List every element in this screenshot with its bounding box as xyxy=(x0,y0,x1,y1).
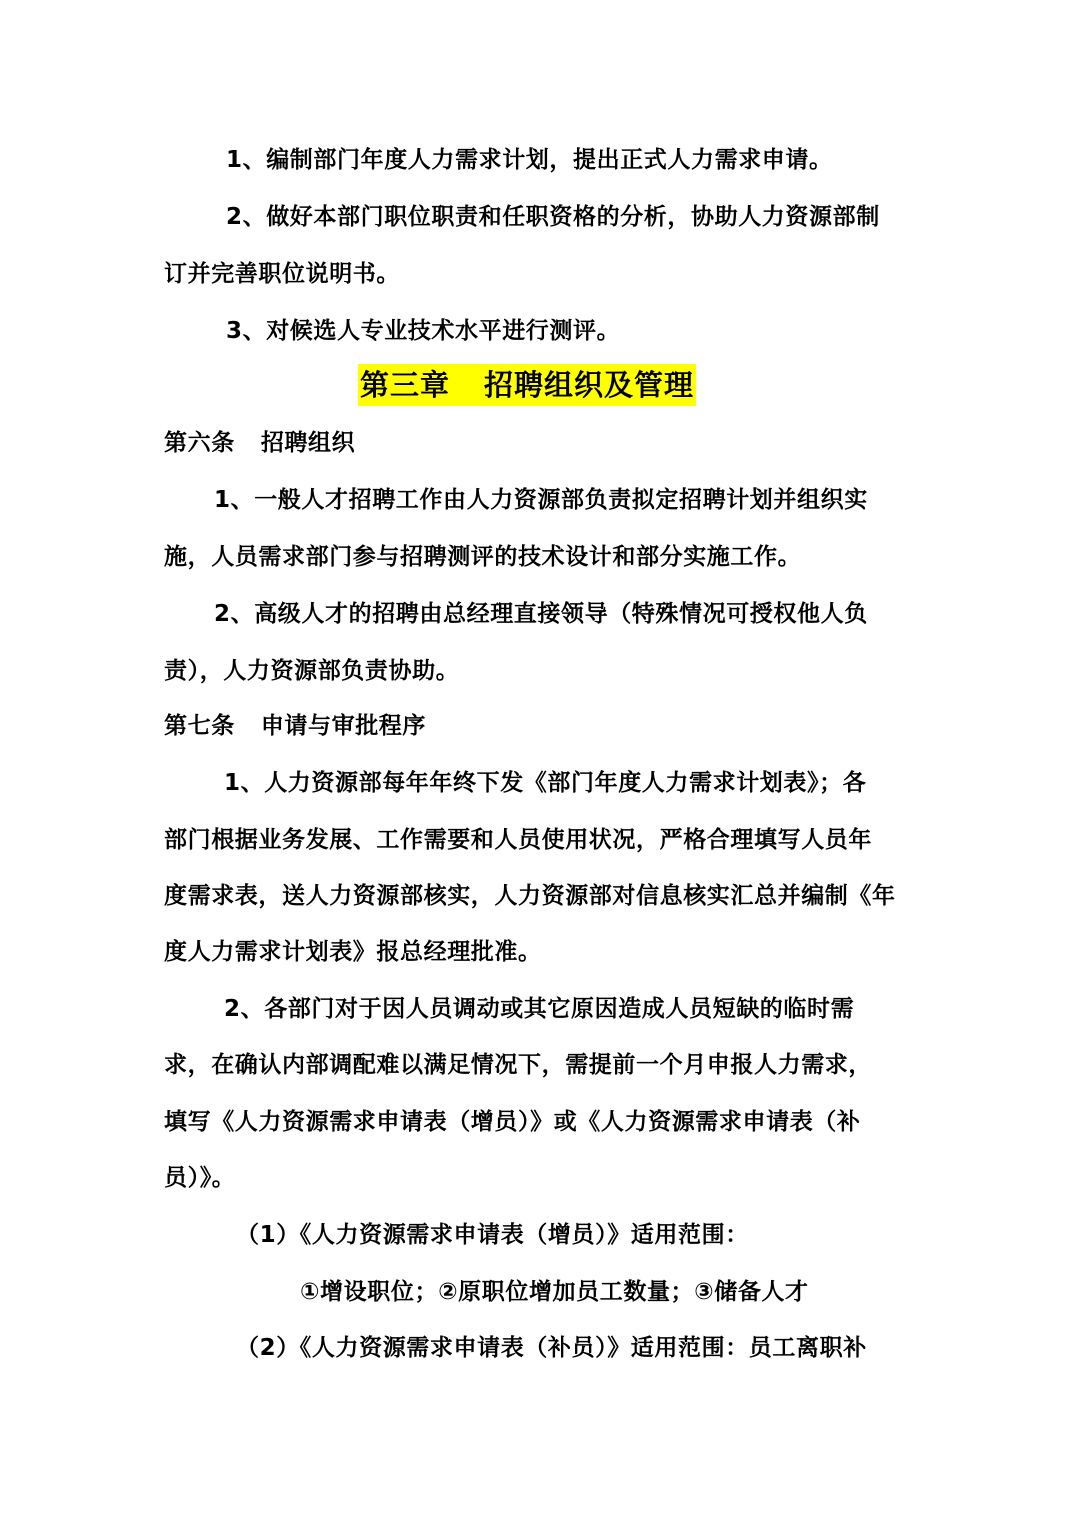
article-6-number: 第六条 xyxy=(164,430,235,456)
article-6-item-1-line-1: 1、一般人才招聘工作由人力资源部负责拟定招聘计划并组织实 xyxy=(214,487,868,513)
article-7-item-2-line-2: 求，在确认内部调配难以满足情况下，需提前一个月申报人力需求， xyxy=(164,1052,872,1078)
article-6-item-2-line-2: 责），人力资源部负责协助。 xyxy=(164,658,460,684)
article-7-item-1-line-1: 1、人力资源部每年年终下发《部门年度人力需求计划表》；各 xyxy=(224,770,867,796)
article-7-item-2-line-3: 填写《人力资源需求申请表（增员）》或《人力资源需求申请表（补 xyxy=(164,1109,861,1135)
article-7-item-1-line-4: 度人力需求计划表》报总经理批准。 xyxy=(164,939,542,965)
article-6-item-1-line-2: 施，人员需求部门参与招聘测评的技术设计和部分实施工作。 xyxy=(164,544,802,570)
article-6-title: 招聘组织 xyxy=(260,430,356,456)
chapter-number: 第三章 xyxy=(360,368,451,402)
article-7-item-2-line-1: 2、各部门对于因人员调动或其它原因造成人员短缺的临时需 xyxy=(224,996,855,1022)
article-7-item-1-line-2: 部门根据业务发展、工作需要和人员使用状况，严格合理填写人员年 xyxy=(164,827,872,853)
prev-item-3-line-1: 3、对候选人专业技术水平进行测评。 xyxy=(226,318,621,344)
chapter-heading xyxy=(358,364,696,406)
prev-item-2-line-1: 2、做好本部门职位职责和任职资格的分析，协助人力资源部制 xyxy=(226,204,880,230)
article-6-heading xyxy=(164,428,355,458)
article-7-title: 申请与审批程序 xyxy=(260,713,427,739)
article-7-item-2-line-4: 员）》。 xyxy=(164,1165,236,1191)
subitem-1-label: （1）《人力资源需求申请表（增员）》适用范围： xyxy=(236,1222,749,1248)
subitem-2-label: （2）《人力资源需求申请表（补员）》适用范围：员工离职补 xyxy=(236,1335,867,1361)
chapter-title: 招聘组织及管理 xyxy=(484,368,695,402)
article-7-heading xyxy=(164,711,426,741)
article-7-item-1-line-3: 度需求表，送人力资源部核实，人力资源部对信息核实汇总并编制《年 xyxy=(164,883,896,909)
article-7-number: 第七条 xyxy=(164,713,235,739)
prev-item-2-line-2: 订并完善职位说明书。 xyxy=(164,261,400,287)
subitem-1-detail: ①增设职位；②原职位增加员工数量；③储备人才 xyxy=(300,1279,809,1305)
prev-item-1-line-1: 1、编制部门年度人力需求计划，提出正式人力需求申请。 xyxy=(226,147,833,173)
article-6-item-2-line-1: 2、高级人才的招聘由总经理直接领导（特殊情况可授权他人负 xyxy=(214,601,868,627)
